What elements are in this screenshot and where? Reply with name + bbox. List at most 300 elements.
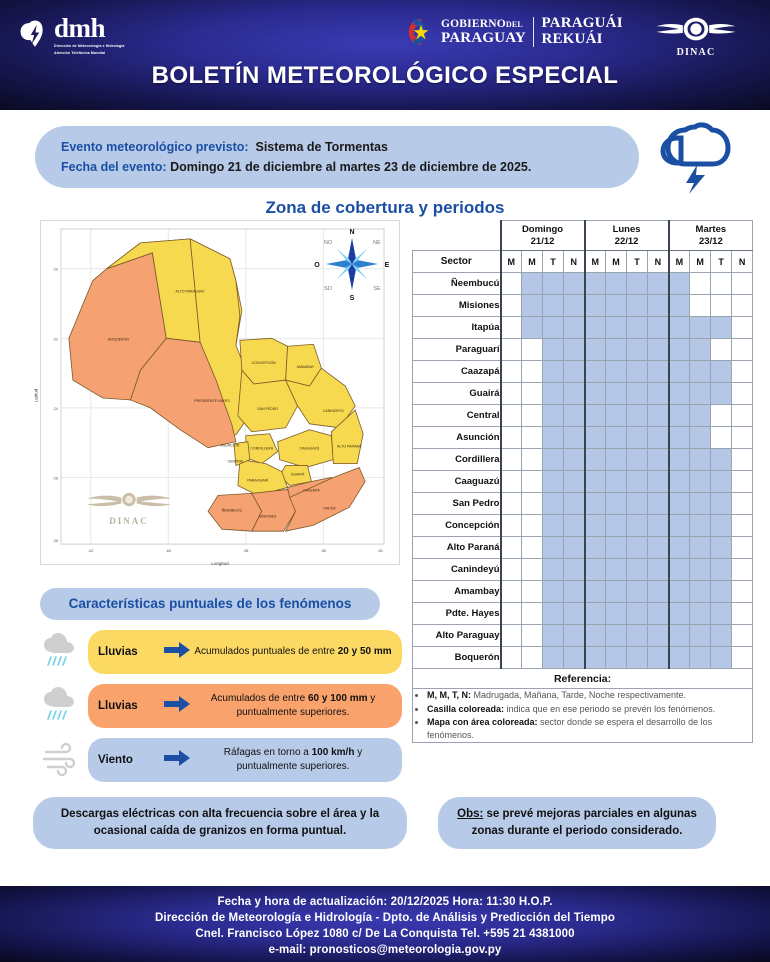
period-cell-filled[interactable] <box>690 515 711 537</box>
characteristic-pill <box>88 684 402 728</box>
table-day-header-row <box>413 221 753 251</box>
period-cell-empty[interactable] <box>711 427 732 449</box>
period-cell-filled[interactable] <box>690 449 711 471</box>
slot-header-1-2: T <box>627 251 648 273</box>
period-cell-filled[interactable] <box>585 405 606 427</box>
period-cell-filled[interactable] <box>648 449 669 471</box>
period-cell-filled[interactable] <box>690 471 711 493</box>
period-cell-filled[interactable] <box>585 647 606 669</box>
svg-text:-60: -60 <box>165 549 171 554</box>
period-cell-filled[interactable] <box>564 559 585 581</box>
svg-text:ALTO PARAGUAY: ALTO PARAGUAY <box>175 289 205 294</box>
period-cell-empty[interactable] <box>522 383 543 405</box>
period-cell-filled[interactable] <box>585 559 606 581</box>
period-cell-filled[interactable] <box>627 273 648 295</box>
day-date-2: 23/12 <box>698 235 723 247</box>
period-cell-filled[interactable] <box>543 471 564 493</box>
period-cell-filled[interactable] <box>564 603 585 625</box>
period-cell-empty[interactable] <box>711 273 732 295</box>
period-cell-filled[interactable] <box>669 603 690 625</box>
period-cell-filled[interactable] <box>585 515 606 537</box>
period-cell-filled[interactable] <box>606 317 627 339</box>
period-cell-filled[interactable] <box>627 361 648 383</box>
dinac-wings-icon <box>85 490 173 511</box>
characteristic-pill <box>88 630 402 674</box>
period-cell-filled[interactable] <box>543 383 564 405</box>
period-cell-empty[interactable] <box>522 603 543 625</box>
sector-name-cell: Amambay <box>413 581 501 603</box>
period-cell-filled[interactable] <box>543 339 564 361</box>
period-cell-filled[interactable] <box>669 339 690 361</box>
svg-text:ASUNCIÓN: ASUNCIÓN <box>220 443 240 448</box>
period-cell-filled[interactable] <box>585 317 606 339</box>
svg-text:SE: SE <box>373 286 381 292</box>
table-row <box>413 449 753 471</box>
period-cell-empty[interactable] <box>501 427 522 449</box>
period-cell-empty[interactable] <box>501 383 522 405</box>
period-cell-empty[interactable] <box>501 471 522 493</box>
period-cell-empty[interactable] <box>501 449 522 471</box>
sector-name-cell: Caazapá <box>413 361 501 383</box>
period-cell-empty[interactable] <box>732 471 753 493</box>
period-cell-filled[interactable] <box>606 361 627 383</box>
period-cell-filled[interactable] <box>543 361 564 383</box>
period-cell-filled[interactable] <box>585 625 606 647</box>
period-cell-empty[interactable] <box>732 493 753 515</box>
table-corner-blank <box>413 221 501 251</box>
svg-text:-62: -62 <box>88 549 94 554</box>
sector-name-cell: Caaguazú <box>413 471 501 493</box>
period-cell-filled[interactable] <box>543 449 564 471</box>
svg-text:GUAIRÁ: GUAIRÁ <box>290 472 305 477</box>
period-cell-filled[interactable] <box>669 427 690 449</box>
period-cell-filled[interactable] <box>564 625 585 647</box>
period-cell-filled[interactable] <box>564 581 585 603</box>
period-cell-empty[interactable] <box>732 295 753 317</box>
period-cell-filled[interactable] <box>564 339 585 361</box>
slot-header-1-1: M <box>606 251 627 273</box>
day-date-1: 22/12 <box>614 235 639 247</box>
svg-text:BOQUERÓN: BOQUERÓN <box>108 337 129 342</box>
period-cell-filled[interactable] <box>648 515 669 537</box>
compass-rose <box>311 225 393 303</box>
period-cell-filled[interactable] <box>522 317 543 339</box>
period-cell-filled[interactable] <box>669 317 690 339</box>
period-cell-filled[interactable] <box>606 295 627 317</box>
sector-name-cell: Concepción <box>413 515 501 537</box>
period-cell-filled[interactable] <box>690 339 711 361</box>
period-cell-empty[interactable] <box>732 361 753 383</box>
period-cell-filled[interactable] <box>711 493 732 515</box>
logo-divider <box>533 17 535 47</box>
period-cell-filled[interactable] <box>690 581 711 603</box>
period-cell-empty[interactable] <box>690 273 711 295</box>
day-name-0: Domingo <box>521 223 564 235</box>
period-cell-filled[interactable] <box>606 493 627 515</box>
period-cell-filled[interactable] <box>564 537 585 559</box>
period-cell-empty[interactable] <box>501 405 522 427</box>
period-cell-filled[interactable] <box>627 427 648 449</box>
period-cell-filled[interactable] <box>627 339 648 361</box>
period-cell-filled[interactable] <box>711 537 732 559</box>
arrow-right-icon <box>164 750 190 771</box>
period-cell-filled[interactable] <box>564 647 585 669</box>
period-cell-filled[interactable] <box>543 603 564 625</box>
period-cell-filled[interactable] <box>711 449 732 471</box>
period-cell-filled[interactable] <box>711 559 732 581</box>
period-cell-filled[interactable] <box>669 537 690 559</box>
period-cell-filled[interactable] <box>627 471 648 493</box>
period-cell-empty[interactable] <box>732 603 753 625</box>
period-cell-empty[interactable] <box>732 581 753 603</box>
period-cell-filled[interactable] <box>669 273 690 295</box>
period-cell-filled[interactable] <box>711 471 732 493</box>
dmh-lightning-cloud-icon <box>18 18 52 52</box>
period-cell-filled[interactable] <box>627 625 648 647</box>
period-cell-empty[interactable] <box>501 361 522 383</box>
period-cell-empty[interactable] <box>732 273 753 295</box>
period-cell-filled[interactable] <box>627 405 648 427</box>
period-cell-filled[interactable] <box>648 603 669 625</box>
sector-name-cell: Central <box>413 405 501 427</box>
sector-name-cell: Paraguarí <box>413 339 501 361</box>
svg-text:-26: -26 <box>52 476 58 481</box>
period-cell-filled[interactable] <box>669 405 690 427</box>
period-cell-empty[interactable] <box>522 361 543 383</box>
period-cell-filled[interactable] <box>564 449 585 471</box>
period-cell-filled[interactable] <box>648 273 669 295</box>
period-cell-filled[interactable] <box>627 317 648 339</box>
period-cell-empty[interactable] <box>732 339 753 361</box>
day-header-1 <box>585 221 669 251</box>
period-cell-empty[interactable] <box>501 515 522 537</box>
period-cell-filled[interactable] <box>648 383 669 405</box>
period-cell-empty[interactable] <box>501 625 522 647</box>
characteristic-label: Lluvias <box>98 646 138 658</box>
period-cell-filled[interactable] <box>585 295 606 317</box>
period-cell-empty[interactable] <box>522 339 543 361</box>
day-name-2: Martes <box>695 223 727 235</box>
period-cell-filled[interactable] <box>606 581 627 603</box>
period-cell-empty[interactable] <box>732 383 753 405</box>
period-cell-empty[interactable] <box>732 427 753 449</box>
period-cell-filled[interactable] <box>606 273 627 295</box>
period-cell-filled[interactable] <box>627 449 648 471</box>
period-cell-filled[interactable] <box>543 625 564 647</box>
period-cell-empty[interactable] <box>501 273 522 295</box>
period-cell-filled[interactable] <box>690 405 711 427</box>
svg-text:ITAPÚA: ITAPÚA <box>323 506 336 511</box>
period-cell-filled[interactable] <box>606 603 627 625</box>
characteristic-label: Viento <box>98 754 133 766</box>
period-cell-filled[interactable] <box>585 471 606 493</box>
period-cell-filled[interactable] <box>585 339 606 361</box>
period-cell-empty[interactable] <box>732 559 753 581</box>
period-cell-filled[interactable] <box>543 537 564 559</box>
slot-header-2-0: M <box>669 251 690 273</box>
period-cell-filled[interactable] <box>606 339 627 361</box>
period-cell-empty[interactable] <box>522 581 543 603</box>
period-cell-filled[interactable] <box>543 317 564 339</box>
period-cell-filled[interactable] <box>648 537 669 559</box>
period-cell-empty[interactable] <box>522 537 543 559</box>
period-cell-filled[interactable] <box>648 339 669 361</box>
period-cell-filled[interactable] <box>627 559 648 581</box>
period-cell-filled[interactable] <box>606 515 627 537</box>
period-cell-filled[interactable] <box>627 647 648 669</box>
period-cell-empty[interactable] <box>501 647 522 669</box>
table-row <box>413 273 753 295</box>
gob-guarani-line1: PARAGUÁI <box>541 15 623 31</box>
reference-item: • Casilla coloreada: indica que en ese periodo se prevén los fenómenos. <box>427 703 752 716</box>
characteristics-heading: Características puntuales de los fenómenos <box>40 588 380 620</box>
reference-body <box>413 689 753 743</box>
period-cell-filled[interactable] <box>585 581 606 603</box>
period-cell-filled[interactable] <box>627 493 648 515</box>
period-cell-filled[interactable] <box>543 273 564 295</box>
period-cell-filled[interactable] <box>648 559 669 581</box>
period-cell-filled[interactable] <box>690 625 711 647</box>
period-cell-filled[interactable] <box>543 647 564 669</box>
period-cell-filled[interactable] <box>669 515 690 537</box>
period-cell-empty[interactable] <box>501 339 522 361</box>
period-cell-filled[interactable] <box>606 449 627 471</box>
period-cell-empty[interactable] <box>522 427 543 449</box>
period-cell-empty[interactable] <box>522 471 543 493</box>
table-row <box>413 647 753 669</box>
table-row <box>413 471 753 493</box>
period-cell-empty[interactable] <box>522 449 543 471</box>
period-cell-filled[interactable] <box>606 537 627 559</box>
period-cell-filled[interactable] <box>711 383 732 405</box>
period-cell-filled[interactable] <box>690 383 711 405</box>
period-cell-empty[interactable] <box>522 625 543 647</box>
period-cell-filled[interactable] <box>648 295 669 317</box>
period-cell-filled[interactable] <box>564 295 585 317</box>
period-cell-empty[interactable] <box>501 493 522 515</box>
period-cell-empty[interactable] <box>711 295 732 317</box>
period-cell-empty[interactable] <box>501 603 522 625</box>
slot-header-0-1: M <box>522 251 543 273</box>
period-cell-filled[interactable] <box>564 405 585 427</box>
svg-text:-22: -22 <box>52 337 58 342</box>
slot-header-1-0: M <box>585 251 606 273</box>
day-name-1: Lunes <box>612 223 641 235</box>
period-cell-filled[interactable] <box>543 515 564 537</box>
event-forecast-line <box>61 137 613 157</box>
map-yaxis-label: Latitud <box>33 388 39 402</box>
svg-text:-58: -58 <box>243 549 249 554</box>
period-cell-empty[interactable] <box>732 647 753 669</box>
period-cell-filled[interactable] <box>690 603 711 625</box>
slot-header-2-2: T <box>711 251 732 273</box>
coverage-map-panel <box>33 220 400 566</box>
period-cell-empty[interactable] <box>732 625 753 647</box>
period-cell-empty[interactable] <box>501 581 522 603</box>
period-cell-filled[interactable] <box>564 427 585 449</box>
period-cell-filled[interactable] <box>606 559 627 581</box>
period-cell-filled[interactable] <box>543 493 564 515</box>
period-cell-filled[interactable] <box>585 493 606 515</box>
table-row <box>413 515 753 537</box>
period-cell-filled[interactable] <box>690 559 711 581</box>
characteristic-text: Acumulados puntuales de entre 20 y 50 mm <box>194 646 392 657</box>
table-row <box>413 625 753 647</box>
period-cell-empty[interactable] <box>711 405 732 427</box>
svg-text:CORDILLERA: CORDILLERA <box>250 446 274 451</box>
period-cell-empty[interactable] <box>501 295 522 317</box>
table-row <box>413 339 753 361</box>
period-cell-filled[interactable] <box>564 515 585 537</box>
period-cell-filled[interactable] <box>627 295 648 317</box>
table-row <box>413 603 753 625</box>
period-cell-filled[interactable] <box>648 581 669 603</box>
period-cell-filled[interactable] <box>669 471 690 493</box>
event-info-box <box>35 126 639 188</box>
svg-text:ÑEEMBUCÚ: ÑEEMBUCÚ <box>221 508 243 513</box>
characteristics-rows <box>40 630 402 782</box>
period-cell-filled[interactable] <box>606 405 627 427</box>
period-cell-filled[interactable] <box>669 559 690 581</box>
svg-text:CENTRAL: CENTRAL <box>227 459 245 464</box>
period-cell-filled[interactable] <box>564 273 585 295</box>
sector-name-cell: Misiones <box>413 295 501 317</box>
period-cell-filled[interactable] <box>648 471 669 493</box>
period-cell-filled[interactable] <box>648 647 669 669</box>
period-cell-filled[interactable] <box>711 361 732 383</box>
period-cell-empty[interactable] <box>522 559 543 581</box>
day-header-0 <box>501 221 585 251</box>
period-cell-filled[interactable] <box>711 625 732 647</box>
arrow-right-icon <box>164 696 190 717</box>
period-cell-filled[interactable] <box>711 647 732 669</box>
period-cell-filled[interactable] <box>627 581 648 603</box>
period-cell-filled[interactable] <box>543 405 564 427</box>
period-cell-empty[interactable] <box>522 647 543 669</box>
coverage-periods-table <box>412 220 753 743</box>
period-cell-filled[interactable] <box>627 515 648 537</box>
period-cell-empty[interactable] <box>522 493 543 515</box>
table-row <box>413 405 753 427</box>
period-cell-empty[interactable] <box>732 515 753 537</box>
period-cell-filled[interactable] <box>690 361 711 383</box>
period-cell-filled[interactable] <box>669 361 690 383</box>
period-cell-filled[interactable] <box>669 493 690 515</box>
period-cell-filled[interactable] <box>669 647 690 669</box>
dinac-label: DINAC <box>676 47 716 58</box>
period-cell-filled[interactable] <box>648 361 669 383</box>
svg-text:ALTO PARANÁ: ALTO PARANÁ <box>337 444 362 449</box>
period-cell-filled[interactable] <box>627 603 648 625</box>
period-cell-filled[interactable] <box>564 471 585 493</box>
dmh-subtitle-line2: Atención Telefónica Mundial <box>54 50 106 55</box>
period-cell-empty[interactable] <box>522 405 543 427</box>
characteristic-row <box>40 684 402 728</box>
period-cell-empty[interactable] <box>522 515 543 537</box>
period-cell-empty[interactable] <box>732 405 753 427</box>
period-cell-filled[interactable] <box>585 427 606 449</box>
period-cell-filled[interactable] <box>627 383 648 405</box>
period-cell-filled[interactable] <box>564 383 585 405</box>
period-cell-filled[interactable] <box>606 383 627 405</box>
period-cell-filled[interactable] <box>690 493 711 515</box>
period-cell-filled[interactable] <box>711 603 732 625</box>
svg-text:CAAZAPÁ: CAAZAPÁ <box>303 488 320 493</box>
notice-observation <box>438 797 716 849</box>
period-cell-filled[interactable] <box>522 295 543 317</box>
period-cell-empty[interactable] <box>501 537 522 559</box>
period-cell-empty[interactable] <box>690 295 711 317</box>
period-cell-filled[interactable] <box>711 515 732 537</box>
period-cell-filled[interactable] <box>564 493 585 515</box>
event-date-value: Domingo 21 de diciembre al martes 23 de diciembre de 2025. <box>170 160 532 174</box>
period-cell-filled[interactable] <box>669 383 690 405</box>
period-cell-filled[interactable] <box>606 471 627 493</box>
svg-text:CAAGUAZÚ: CAAGUAZÚ <box>299 446 320 451</box>
period-cell-empty[interactable] <box>501 559 522 581</box>
period-cell-filled[interactable] <box>543 581 564 603</box>
map-frame <box>33 220 400 566</box>
period-cell-filled[interactable] <box>564 317 585 339</box>
period-cell-filled[interactable] <box>669 625 690 647</box>
period-cell-filled[interactable] <box>543 295 564 317</box>
slot-header-0-0: M <box>501 251 522 273</box>
period-cell-filled[interactable] <box>648 493 669 515</box>
period-cell-filled[interactable] <box>585 449 606 471</box>
period-cell-filled[interactable] <box>564 361 585 383</box>
table-row <box>413 559 753 581</box>
sector-name-cell: Asunción <box>413 427 501 449</box>
period-cell-filled[interactable] <box>522 273 543 295</box>
period-cell-filled[interactable] <box>606 625 627 647</box>
period-cell-filled[interactable] <box>543 427 564 449</box>
period-cell-empty[interactable] <box>501 317 522 339</box>
period-cell-filled[interactable] <box>711 317 732 339</box>
period-cell-filled[interactable] <box>690 537 711 559</box>
table-foot <box>413 669 753 743</box>
period-cell-filled[interactable] <box>669 581 690 603</box>
period-cell-empty[interactable] <box>732 537 753 559</box>
period-cell-filled[interactable] <box>648 427 669 449</box>
period-cell-filled[interactable] <box>669 295 690 317</box>
period-cell-filled[interactable] <box>585 361 606 383</box>
period-cell-filled[interactable] <box>711 581 732 603</box>
period-cell-empty[interactable] <box>711 339 732 361</box>
period-cell-empty[interactable] <box>732 449 753 471</box>
period-cell-filled[interactable] <box>669 449 690 471</box>
dinac-watermark-label: DINAC <box>109 516 149 526</box>
period-cell-filled[interactable] <box>648 625 669 647</box>
period-cell-filled[interactable] <box>606 427 627 449</box>
period-cell-filled[interactable] <box>690 317 711 339</box>
period-cell-filled[interactable] <box>543 559 564 581</box>
svg-text:PARAGUARÍ: PARAGUARÍ <box>247 478 269 483</box>
period-cell-filled[interactable] <box>690 427 711 449</box>
svg-text:CANINDEYÚ: CANINDEYÚ <box>322 408 344 413</box>
period-cell-filled[interactable] <box>690 647 711 669</box>
table-row <box>413 295 753 317</box>
period-cell-filled[interactable] <box>627 537 648 559</box>
period-cell-filled[interactable] <box>585 603 606 625</box>
period-cell-empty[interactable] <box>732 317 753 339</box>
period-cell-filled[interactable] <box>648 405 669 427</box>
period-cell-filled[interactable] <box>585 383 606 405</box>
period-cell-filled[interactable] <box>585 537 606 559</box>
svg-text:MISIONES: MISIONES <box>259 514 277 519</box>
period-cell-filled[interactable] <box>606 647 627 669</box>
period-cell-filled[interactable] <box>648 317 669 339</box>
period-cell-filled[interactable] <box>585 273 606 295</box>
